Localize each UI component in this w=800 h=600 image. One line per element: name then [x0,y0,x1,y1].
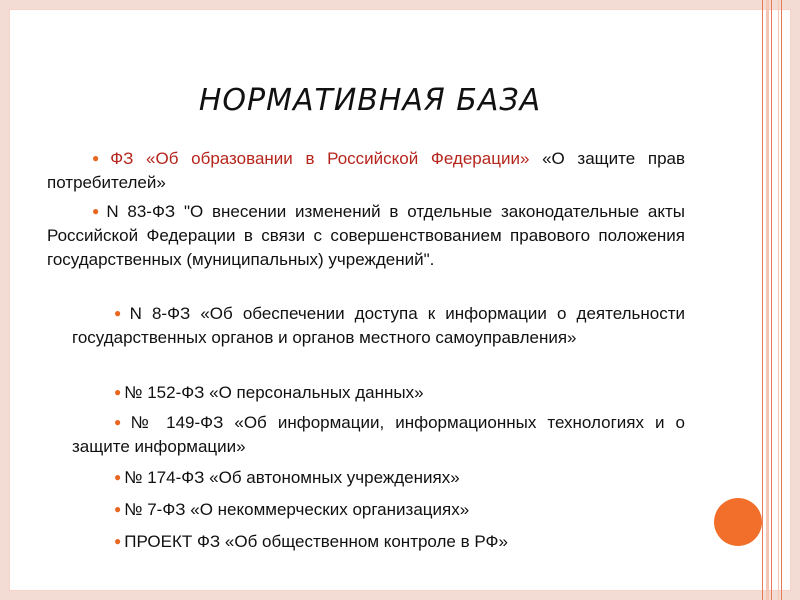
list-item [72,410,685,459]
bullet-icon: ● [114,306,127,320]
list-item-text: № 174-ФЗ «Об автономных учреждениях» [124,468,460,487]
list-item-highlight: ФЗ «Об образовании в Российской Федерации» [110,149,530,168]
list-item-text: ПРОЕКТ ФЗ «Об общественном контроле в РФ» [124,532,508,551]
list-item-text: N 83-ФЗ "О внесении изменений в отдельные законодательные акты Российской Федерации в связи с совершенствованием правового положения государственных (муниципальных) учреждений". [47,202,685,269]
bullet-icon: ● [114,534,122,548]
list-item [72,497,685,522]
border-top [0,0,800,9]
list-item [72,380,685,405]
list-item-text: «О защите прав потребителей» [47,149,686,192]
decor-stripe [762,0,763,600]
bullet-icon: ● [114,385,122,399]
list-item [72,465,685,490]
bullet-icon: ● [92,151,108,165]
list-item [47,199,685,272]
decor-stripe [766,0,769,600]
list-item-text: № 7-ФЗ «О некоммерческих организациях» [124,500,470,519]
border-bottom [0,591,800,600]
bullet-icon: ● [92,204,104,218]
decor-stripe [778,0,779,600]
decor-stripe [771,0,772,600]
list-item [47,146,685,195]
bullet-icon: ● [114,470,122,484]
slide-title: НОРМАТИВНАЯ БАЗА [198,83,542,118]
list-item-text: N 8-ФЗ «Об обеспечении доступа к информации о деятельности государственных органов и органов местного самоуправления» [72,304,685,347]
bullet-icon: ● [114,502,122,516]
list-item [72,301,685,350]
list-item-text: № 152-ФЗ «О персональных данных» [124,383,424,402]
bullet-icon: ● [114,415,128,429]
decor-circle [714,498,762,546]
decor-stripe [781,0,782,600]
list-item [72,529,685,554]
list-item-text: № 149-ФЗ «Об информации, информационных технологиях и о защите информации» [72,413,685,456]
border-right [791,0,800,600]
